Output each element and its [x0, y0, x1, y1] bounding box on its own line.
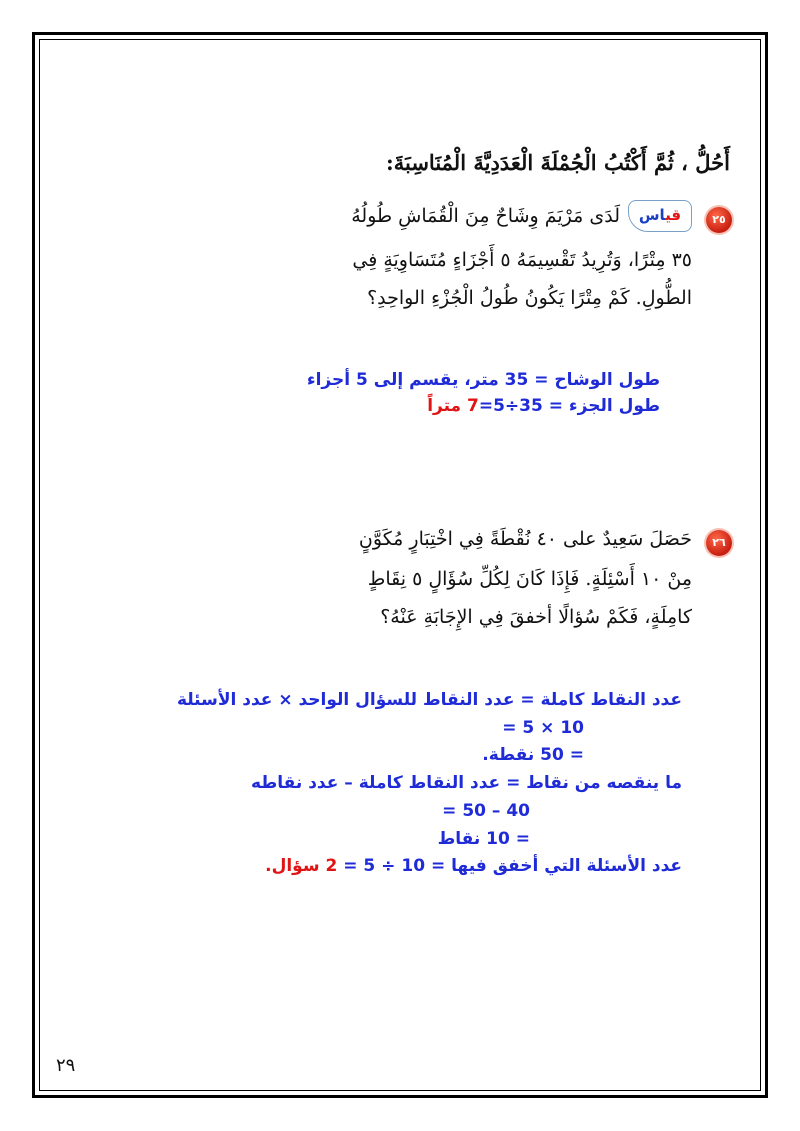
answer-26-result: 2 سؤال.: [265, 856, 338, 876]
answer-25-line-2: [427, 396, 660, 416]
problem-number-badge: ٢٥: [706, 207, 732, 233]
answer-26-line-7-text: عدد الأسئلة التي أخفق فيها = 10 ÷ 5 =: [337, 856, 682, 876]
answer-26-line-1: عدد النقاط كاملة = عدد النقاط للسؤال الواحد × عدد الأسئلة: [176, 690, 682, 710]
problem-25-line-3: الطُّولِ. كَمْ مِتْرًا يَكُونُ طُولُ الْجُزْءِ الواحِدِ؟: [367, 287, 692, 309]
answer-25-result: 7 متراً: [427, 396, 479, 416]
answer-26-line-4: ما ينقصه من نقاط = عدد النقاط كاملة – عدد نقاطه: [250, 773, 682, 793]
problem-26-line-1: حَصَلَ سَعِيدٌ على ٤٠ نُقْطَةً فِي اخْتِبَارٍ مُكَوَّنٍ: [358, 528, 692, 550]
answer-25-line-2-text: طول الجزء = 35÷5=: [478, 396, 660, 416]
page-number: ٢٩: [56, 1055, 76, 1076]
problem-26-line-3: كامِلَةٍ، فَكَمْ سُؤالًا أخفقَ فِي الإِجَابَةِ عَنْهُ؟: [380, 606, 692, 628]
answer-26-line-3: = 50 نقطة.: [482, 745, 584, 765]
answer-26-line-7: [265, 856, 682, 876]
answer-26-line-5: = 50 – 40: [442, 801, 530, 821]
qiyas-tag-part2: اس: [638, 206, 666, 224]
answer-25-line-1: طول الوشاح = 35 متر، يقسم إلى 5 أجزاء: [306, 370, 660, 390]
problem-25-line-2: ٣٥ مِتْرًا، وَتُرِيدُ تَقْسِيمَهُ ٥ أَجْزَاءٍ مُتَسَاوِيَةٍ فِي: [352, 249, 692, 271]
problem-26-line-2: مِنْ ١٠ أَسْئِلَةٍ. فَإِذَا كَانَ لِكُلِّ سُؤَالٍ ٥ نِقَاطٍ: [367, 568, 692, 590]
answer-26-line-6: = 10 نقاط: [437, 829, 530, 849]
page-border-inner: [39, 39, 761, 1091]
instruction-heading: أَحُلُّ ، ثُمَّ أَكْتُبُ الْجُمْلَةَ الْعَدَدِيَّةَ الْمُنَاسِبَةَ:: [385, 150, 730, 175]
qiyas-tag: [628, 200, 692, 232]
answer-26-line-2: = 5 × 10: [502, 718, 584, 738]
qiyas-tag-part1: قي: [665, 206, 682, 224]
problem-number-badge: ٢٦: [706, 530, 732, 556]
problem-25-line-1: لَدَى مَرْيَمَ وِشَاحٌ مِنَ الْقُمَاشِ طُولُهُ: [351, 205, 620, 227]
